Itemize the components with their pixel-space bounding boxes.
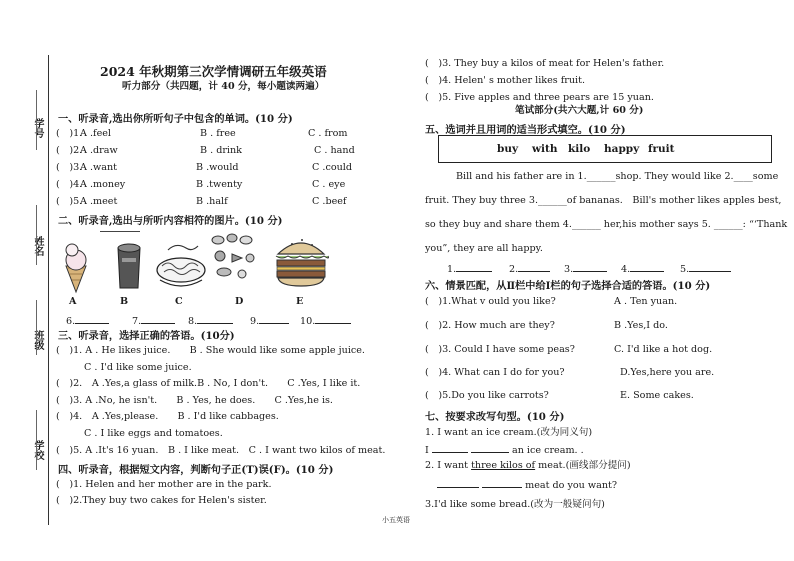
vegetables-picture (212, 234, 254, 278)
s3-line4: ( )3. A .No, he isn't. B . Yes, he does. C .Yes,he is. (56, 395, 333, 406)
s6-answer-a: A . Ten yuan. (614, 296, 678, 307)
s1-row3-b: B .would (196, 162, 239, 173)
sidebar-label-class: 班级 (32, 330, 43, 350)
s4-item3: ( )3. They buy a kilos of meat for Helen's father. (425, 58, 665, 69)
word-bank-word-2: with (532, 143, 558, 155)
picture-label-b: B (120, 296, 129, 307)
s1-row2-a: A .draw (80, 145, 118, 156)
s7-q2-pre: 2. I want (425, 460, 472, 471)
s7-q2-post: meat.(画线部分提问) (535, 460, 631, 471)
s3-line7: ( )5. A .It's 16 yuan. B . I like meat. C . I want two kilos of meat. (56, 445, 386, 456)
s5-answer-3-label: 3. (564, 264, 574, 275)
s6-answer-c: C. I'd like a hot dog. (614, 344, 713, 355)
s7-question-1: 1. I want an ice cream.(改为同义句) (425, 427, 593, 438)
s6-answer-d: D.Yes,here you are. (620, 367, 715, 378)
s5-answer-5[interactable] (680, 262, 731, 276)
s5-answer-1-label: 1. (447, 264, 457, 275)
written-part-heading: 笔试部分(共六大题,计 60 分) (515, 105, 644, 116)
section5-heading: 五、选词并且用词的适当形式填空。(10 分) (425, 124, 626, 136)
picture-label-a: A (69, 296, 77, 307)
s6-question-5: ( )5.Do you like carrots? (425, 390, 549, 401)
word-bank-word-5: fruit (648, 143, 675, 155)
word-bank-word-1: buy (497, 143, 519, 155)
s6-question-4: ( )4. What can I do for you? (425, 367, 565, 378)
picture-b-rule (100, 231, 140, 232)
s6-question-2: ( )2. How much are they? (425, 320, 555, 331)
s1-row1-b: B . free (200, 128, 236, 139)
answer-blank-6[interactable] (66, 314, 109, 328)
s1-row4-b: B .twenty (196, 179, 243, 190)
s4-item2: ( )2.They buy two cakes for Helen's sister. (56, 495, 267, 506)
s1-row4-a: A .money (80, 179, 126, 190)
noodles-bowl-picture (157, 245, 205, 286)
s5-answer-5-label: 5. (680, 264, 690, 275)
answer-blank-7-label: 7. (132, 316, 142, 327)
sidebar-label-school: 学校 (32, 440, 43, 460)
s3-line3: ( )2. A .Yes,a glass of milk.B . No, I don't. C .Yes, I like it. (56, 378, 361, 389)
answer-blank-6-label: 6. (66, 316, 76, 327)
s1-row1-num: ( )1. (56, 128, 83, 139)
section2-pictures (56, 228, 346, 294)
school-blank (36, 410, 37, 470)
s5-passage-line2: fruit. They buy three 3.______of bananas. Bill's mother likes apples best, (425, 195, 782, 206)
juice-glass-picture (118, 244, 140, 288)
section1-heading: 一、听录音,选出你所听句子中包含的单词。(10 分) (58, 113, 293, 125)
word-bank-word-3: kilo (568, 143, 591, 155)
s3-line6: C . I like eggs and tomatoes. (84, 428, 223, 439)
s7-q2-underlined: three kilos of (471, 460, 536, 471)
s1-row2-c: C . hand (314, 145, 355, 156)
s4-item4: ( )4. Helen' s mother likes fruit. (425, 75, 586, 86)
answer-blank-7[interactable] (132, 314, 175, 328)
s1-row1-c: C . from (308, 128, 348, 139)
picture-label-c: C (175, 296, 183, 307)
picture-label-e: E (296, 296, 304, 307)
s5-answer-4-label: 4. (621, 264, 631, 275)
s5-answer-3[interactable] (564, 262, 607, 276)
s3-line1: ( )1. A . He likes juice. B . She would like some apple juice. (56, 345, 365, 356)
s5-passage-line1: Bill and his father are in 1.______shop. They would like 2.____some (456, 171, 779, 182)
s1-row4-c: C . eye (312, 179, 346, 190)
s1-row3-c: C .could (312, 162, 352, 173)
s7-answer-1[interactable] (425, 443, 584, 457)
s7-answer-1-text: an ice cream. . (511, 445, 584, 456)
listening-part-heading: 听力部分（共四题，计 40 分，每小题读两遍） (122, 81, 325, 92)
s5-answer-2-label: 2. (509, 264, 519, 275)
section4-heading: 四、听录音，根据短文内容，判断句子正(T)误(F)。(10 分) (58, 464, 334, 476)
s7-answer-2-text: meat do you want? (525, 480, 618, 491)
s5-passage-line3: so they buy and share them 4.______ her,his mother says 5. ______: “‘Thank (425, 219, 788, 230)
section2-heading: 二、听录音,选出与所听内容相符的图片。(10 分) (58, 215, 283, 227)
section3-heading: 三、听录音，选择正确的答语。(10分) (58, 330, 235, 342)
s1-row2-num: ( )2. (56, 145, 83, 156)
binding-line (48, 55, 49, 525)
sidebar-label-name: 姓名 (32, 236, 43, 256)
s6-answer-b: B .Yes,I do. (614, 320, 668, 331)
exam-title: 2024 年秋期第三次学情调研五年级英语 (100, 64, 327, 79)
s1-row1-a: A .feel (80, 128, 112, 139)
hamburger-picture (276, 239, 329, 286)
picture-label-d: D (235, 296, 244, 307)
s1-row3-a: A .want (80, 162, 117, 173)
answer-blank-10-label: 10. (300, 316, 316, 327)
section7-heading: 七、按要求改写句型。(10 分) (425, 411, 565, 423)
s1-row5-num: ( )5. (56, 196, 83, 207)
s3-line2: C . I'd like some juice. (84, 362, 192, 373)
s7-answer-1-prefix: I (425, 445, 432, 456)
s1-row5-c: C .beef (312, 196, 347, 207)
s6-question-3: ( )3. Could I have some peas? (425, 344, 575, 355)
name-blank (36, 205, 37, 265)
answer-blank-10[interactable] (300, 314, 351, 328)
answer-blank-9-label: 9. (250, 316, 260, 327)
section6-heading: 六、情景匹配，从Ⅱ栏中给Ⅰ栏的句子选择合适的答语。(10 分) (425, 280, 711, 292)
student-id-blank (36, 90, 37, 150)
s1-row3-num: ( )3. (56, 162, 83, 173)
page-footer: 小五英语 (382, 516, 410, 524)
answer-blank-8[interactable] (188, 314, 233, 328)
s4-item1: ( )1. Helen and her mother are in the park. (56, 479, 272, 490)
sidebar-label-student-id: 学号 (32, 118, 43, 138)
s7-question-3: 3.I'd like some bread.(改为一般疑问句) (425, 499, 605, 510)
s5-answer-4[interactable] (621, 262, 664, 276)
s5-answer-2[interactable] (509, 262, 550, 276)
ice-cream-picture (66, 244, 86, 292)
s1-row5-a: A .meet (80, 196, 118, 207)
s1-row5-b: B .half (196, 196, 228, 207)
s4-item5: ( )5. Five apples and three pears are 15 yuan. (425, 92, 654, 103)
s5-passage-line4: you”, they are all happy. (425, 243, 543, 254)
s3-line5: ( )4. A .Yes,please. B . I'd like cabbages. (56, 411, 279, 422)
class-blank (36, 300, 37, 355)
s7-question-2 (425, 460, 631, 472)
word-bank-word-4: happy (604, 143, 640, 155)
answer-blank-9[interactable] (250, 314, 289, 328)
s7-answer-2[interactable] (437, 478, 617, 492)
answer-blank-8-label: 8. (188, 316, 198, 327)
s1-row2-b: B . drink (200, 145, 242, 156)
s1-row4-num: ( )4. (56, 179, 83, 190)
s6-answer-e: E. Some cakes. (620, 390, 694, 401)
s6-question-1: ( )1.What v ould you like? (425, 296, 556, 307)
s5-answer-1[interactable] (447, 262, 492, 276)
